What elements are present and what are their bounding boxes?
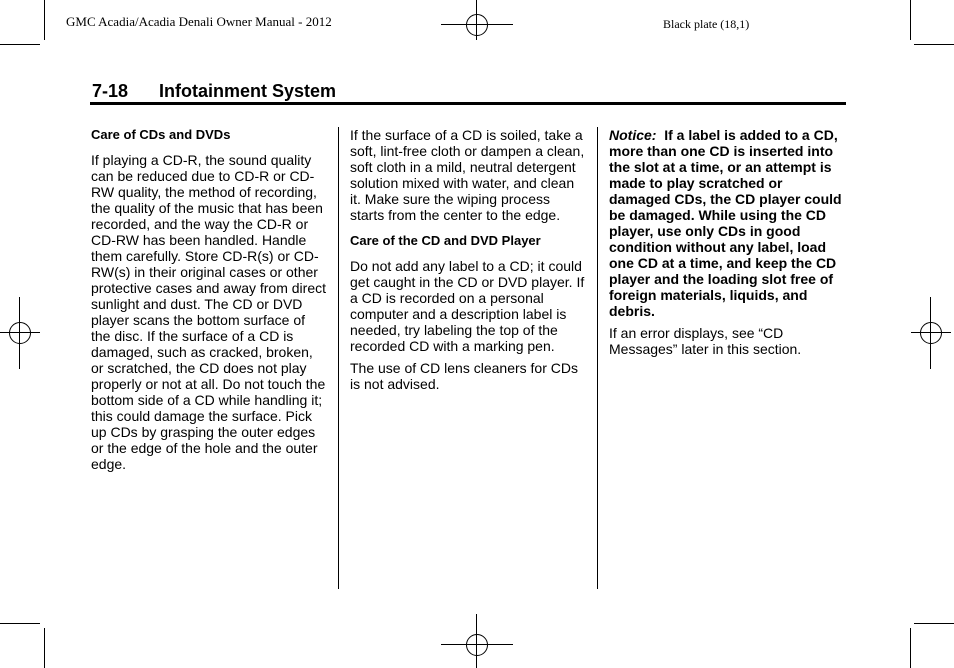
crop-mark (910, 0, 911, 40)
column-divider (338, 127, 339, 589)
column-divider (597, 127, 598, 589)
crop-mark (44, 0, 45, 40)
notice-label: Notice: (609, 127, 657, 143)
subheading-care-of-player: Care of the CD and DVD Player (350, 233, 541, 248)
crop-mark (44, 628, 45, 668)
page-title (92, 81, 336, 102)
paragraph: If playing a CD-R, the sound quality can be reduced due to CD-R or CD-RW quality, the method of recording, the quality of the music that has been recorded, and the way the CD-R or CD-RW has been handled. Handle them carefully. Store CD-R(s) or CD-RW(s) in their original cases or other protective cases and away from direct sunlight and dust. The CD or DVD player scans the bottom surface of the disc. If the surface of a CD is damaged, such as cracked, broken, or scratched, the CD does not play properly or not at all. Do not touch the bottom side of a CD while handling it; this could damage the surface. Pick up CDs by grasping the outer edges or the edge of the hole and the outer edge. (91, 152, 326, 472)
paragraph: If the surface of a CD is soiled, take a soft, lint-free cloth or dampen a clean, soft cloth in a mild, neutral detergent solution mixed with water, and clean it. Make sure the wiping process starts from the center to the edge. (350, 127, 585, 223)
registration-mark-bottom (461, 629, 493, 661)
registration-mark-right (915, 317, 947, 349)
column-3 (609, 127, 847, 363)
crop-mark (914, 44, 954, 45)
paragraph: The use of CD lens cleaners for CDs is not advised. (350, 360, 578, 392)
column-1 (91, 127, 327, 478)
registration-mark-top (461, 9, 493, 41)
notice-paragraph (609, 127, 847, 319)
crop-mark (910, 628, 911, 668)
crop-mark (0, 623, 40, 624)
manual-title: GMC Acadia/Acadia Denali Owner Manual - 2012 (66, 14, 332, 29)
plate-label: Black plate (18,1) (663, 17, 750, 31)
crop-mark (914, 623, 954, 624)
crop-mark (0, 44, 40, 45)
registration-mark-left (4, 317, 36, 349)
notice-text: If a label is added to a CD, more than one CD is inserted into the slot at a time, or an attempt is made to play scratched or damaged CDs, the CD player could be damaged. While using the CD player, use only CDs in good condition without any label, load one CD at a time, and keep the CD player and the loading slot free of foreign materials, liquids, and debris. (609, 127, 842, 319)
column-2 (350, 127, 588, 398)
section-title: Infotainment System (159, 81, 337, 101)
paragraph: If an error displays, see “CD Messages” later in this section. (609, 325, 802, 357)
page-number: 7-18 (92, 81, 129, 101)
subheading-care-of-cds: Care of CDs and DVDs (91, 127, 231, 142)
title-rule (90, 102, 846, 105)
paragraph: Do not add any label to a CD; it could get caught in the CD or DVD player. If a CD is recorded on a personal computer and a description label is needed, try labeling the top of the recorded CD with a marking pen. (350, 258, 585, 354)
